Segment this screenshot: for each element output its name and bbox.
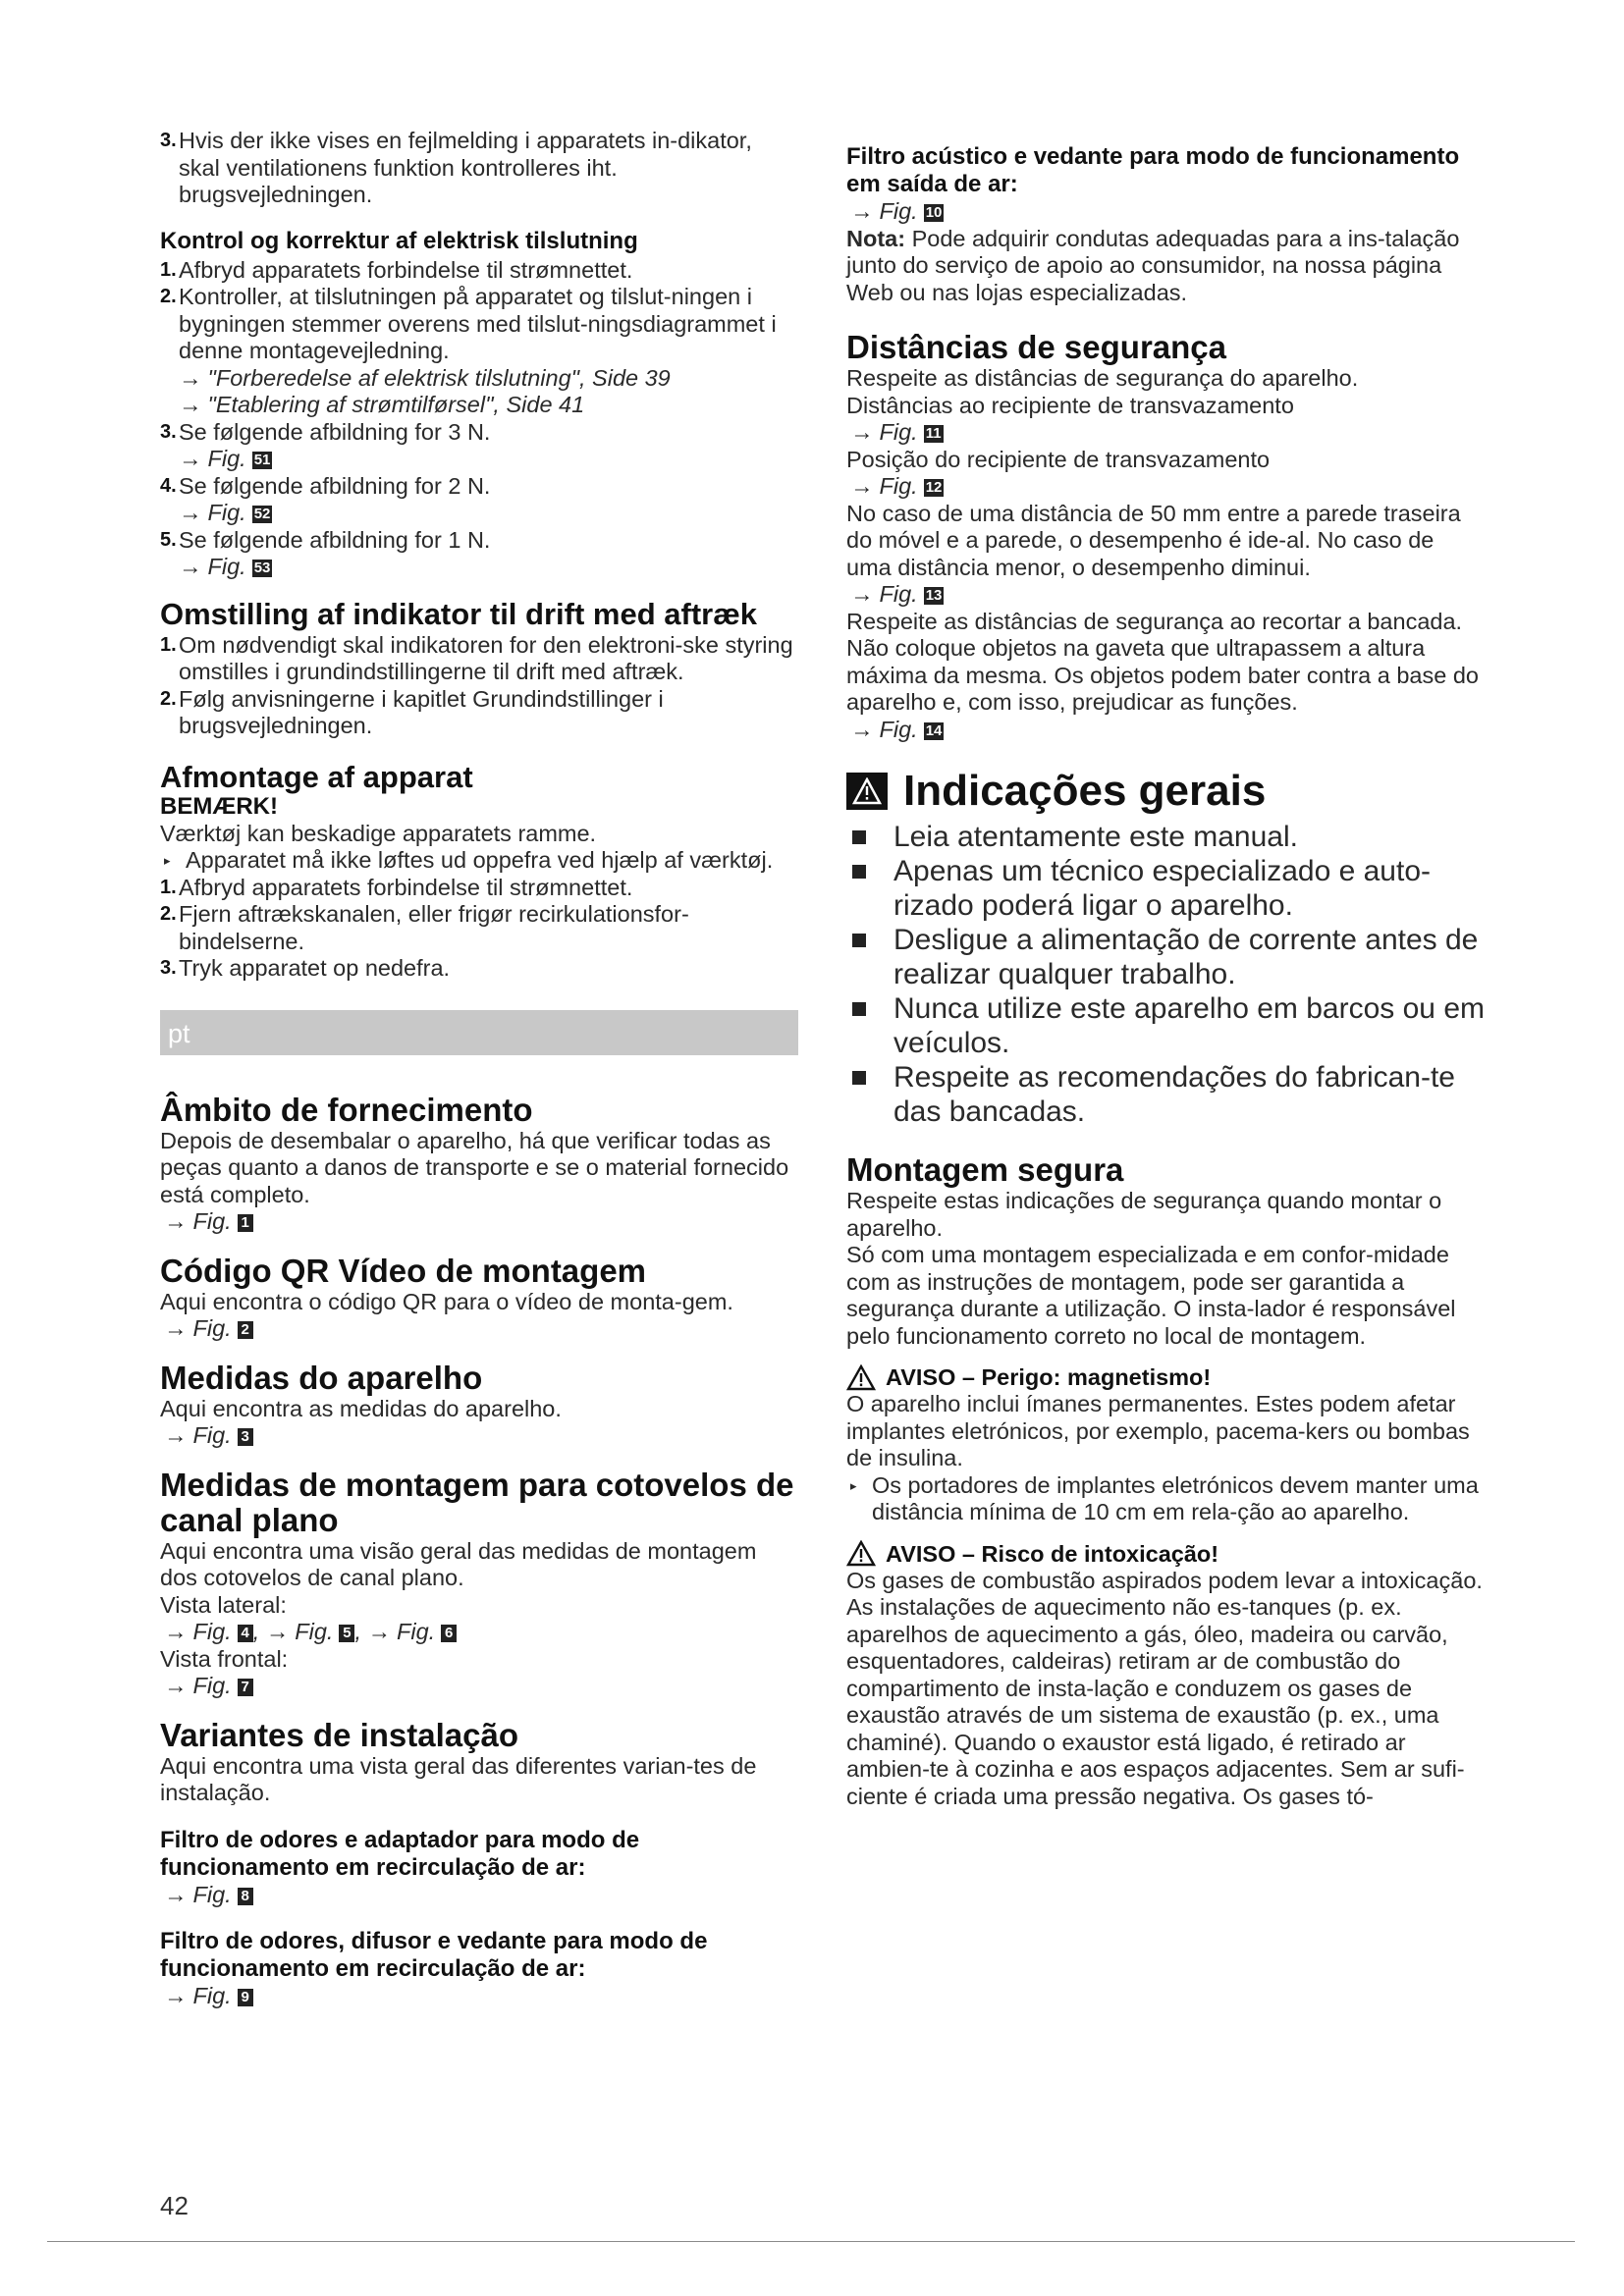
figure-badge: 8	[238, 1888, 253, 1905]
figure-badge: 13	[925, 587, 943, 604]
warning-triangle-icon	[846, 1364, 876, 1391]
paragraph: Depois de desembalar o aparelho, há que verificar todas as peças quanto a danos de transporte e se o material fornecido está completo.	[160, 1127, 789, 1207]
list-item: Desligue a alimentação de corrente antes de realizar qualquer trabalho.	[846, 923, 1485, 991]
paragraph: Os gases de combustão aspirados podem levar a intoxicação. As instalações de aquecimento não es-tanques (p. ex. aparelhos de aquecimento a gás, óleo, madeira ou carvão, esquentadores, caldeiras) retiram ar de combustão do compartimento de insta-lação e conduzem os gases de exaustão através de um sistema de exaustão (p. ex., uma chaminé). Quando o exaustor está ligado, é retirado ar ambien-te à cozinha e aos espaços adjacentes. Sem ar sufi-ciente é criada uma pressão negativa. Os gases tó-	[846, 1567, 1483, 1809]
bullet-item: ▸ Apparatet må ikke løftes ud oppefra ved hjælp af værktøj.	[160, 847, 798, 875]
paragraph: Aqui encontra uma vista geral das diferentes varian-tes de instalação.	[160, 1752, 757, 1805]
figure-badge: 14	[925, 721, 943, 739]
view-label: Vista frontal:	[160, 1645, 289, 1672]
footer-divider	[47, 2241, 1575, 2242]
section-heading: Afmontage af apparat	[160, 759, 473, 794]
figure-reference: → Fig. 10	[850, 198, 943, 224]
figure-reference: → Fig. 11	[850, 419, 942, 445]
square-bullet-icon	[852, 1071, 866, 1085]
square-bullet-icon	[852, 934, 866, 947]
figure-reference: → Fig. 52	[179, 500, 271, 525]
page-title: Indicações gerais	[903, 767, 1267, 815]
section-heading: Medidas do aparelho	[160, 1359, 483, 1396]
list-item: 1. Afbryd apparatets forbindelse til strømnettet.	[160, 874, 633, 900]
sub-heading: Filtro acústico e vedante para modo de funcionamento em saída de ar:	[846, 143, 1460, 197]
section-heading: Âmbito de fornecimento	[160, 1091, 533, 1128]
paragraph: No caso de uma distância de 50 mm entre a parede traseira do móvel e a parede, o desempenho é ide-al. No caso de uma distância menor, o desempenho diminui.	[846, 500, 1461, 580]
figure-reference: → Fig. 53	[179, 554, 271, 579]
triangle-bullet-icon: ▸	[164, 853, 171, 868]
figure-badge: 4	[238, 1625, 253, 1642]
figure-badge: 10	[925, 204, 943, 221]
list-item: 3. Se følgende afbildning for 3 N.	[160, 418, 491, 445]
paragraph: Respeite as distâncias de segurança ao recortar a bancada.	[846, 608, 1463, 634]
sub-heading: Filtro de odores, difusor e vedante para modo de funcionamento em recirculação de ar:	[160, 1928, 708, 1982]
paragraph: O aparelho inclui ímanes permanentes. Estes podem afetar implantes eletrónicos, por exemplo, pacema-kers ou bombas de insulina.	[846, 1391, 1470, 1470]
paragraph: Aqui encontra uma visão geral das medidas de montagem dos cotovelos de canal plano.	[160, 1537, 757, 1590]
figure-badge: 12	[925, 479, 943, 496]
notice-label: BEMÆRK!	[160, 792, 278, 820]
list-item: Apenas um técnico especializado e auto-rizado poderá ligar o aparelho.	[846, 854, 1485, 923]
language-code: pt	[168, 1018, 190, 1048]
list-item: 5. Se følgende afbildning for 1 N.	[160, 526, 491, 553]
note-paragraph: Nota: Pode adquirir condutas adequadas para a ins-talação junto do serviço de apoio ao consumidor, na nossa página Web ou nas lojas especializadas.	[846, 225, 1460, 305]
square-bullet-icon	[852, 865, 866, 879]
paragraph: Não coloque objetos na gaveta que ultrapassem a altura máxima da mesma. Os objetos podem bater contra a base do aparelho e, com isso, prejudicar as funções.	[846, 635, 1479, 715]
paragraph: Aqui encontra as medidas do aparelho.	[160, 1395, 562, 1421]
figure-reference: → Fig. 9	[160, 1983, 798, 2010]
figure-badge: 5	[339, 1625, 354, 1642]
cross-reference: → "Etablering af strømtilførsel", Side 41	[179, 392, 585, 417]
left-column	[160, 128, 798, 2010]
figure-badge: 51	[253, 452, 271, 468]
right-column	[846, 128, 1485, 1810]
square-bullet-icon	[852, 1002, 866, 1016]
section-heading: Medidas de montagem para cotovelos de canal plano	[160, 1466, 794, 1538]
warning-heading: AVISO – Risco de intoxicação!	[846, 1540, 1485, 1568]
paragraph: Posição do recipiente de transvazamento	[846, 446, 1271, 472]
figure-badge: 11	[925, 425, 942, 442]
list-item: 3. Hvis der ikke vises en fejlmelding i apparatets in-dikator, skal ventilationens funktion kontrolleres iht. brugsvejledningen.	[160, 128, 752, 207]
list-item: 2. Følg anvisningerne i kapitlet Grundindstillinger i brugsvejledningen.	[160, 685, 664, 738]
figure-badge: 6	[441, 1625, 457, 1642]
figure-reference: → Fig. 2	[160, 1315, 798, 1343]
list-item: Leia atentamente este manual.	[846, 820, 1485, 854]
figure-badge: 2	[238, 1321, 253, 1339]
figure-reference: → Fig. 14	[850, 716, 943, 742]
list-item: 4. Se følgende afbildning for 2 N.	[160, 472, 491, 499]
figure-badge: 53	[253, 560, 271, 576]
figure-reference: → Fig. 1	[160, 1208, 798, 1236]
sub-heading: Filtro de odores e adaptador para modo de funcionamento em recirculação de ar:	[160, 1826, 640, 1881]
bullet-item: ▸ Os portadores de implantes eletrónicos devem manter uma distância mínima de 10 cm em rela-ção ao aparelho.	[846, 1472, 1485, 1526]
figure-badge: 52	[253, 506, 271, 522]
warning-triangle-icon	[846, 1540, 876, 1567]
figure-badge: 1	[238, 1214, 253, 1232]
list-item: 2. Fjern aftrækskanalen, eller frigør recirkulationsfor-bindelserne.	[160, 901, 689, 954]
section-heading: Código QR Vídeo de montagem	[160, 1252, 647, 1289]
list-item: 1. Om nødvendigt skal indikatoren for den elektroni-ske styring omstilles i grundindstillingerne til drift med aftræk.	[160, 631, 793, 684]
general-notes-heading	[846, 767, 1485, 816]
section-heading: Kontrol og korrektur af elektrisk tilslutning	[160, 227, 638, 254]
language-bar	[160, 1010, 798, 1055]
square-bullet-icon	[852, 830, 866, 844]
figure-reference: → Fig. 4 , → Fig. 5 , → Fig. 6	[160, 1619, 798, 1646]
paragraph: Respeite as distâncias de segurança do aparelho.	[846, 365, 1359, 391]
list-item: 1. Afbryd apparatets forbindelse til strømnettet.	[160, 256, 633, 283]
view-label: Vista lateral:	[160, 1591, 287, 1618]
figure-badge: 9	[238, 1989, 253, 2006]
warning-heading: AVISO – Perigo: magnetismo!	[846, 1363, 1485, 1391]
figure-badge: 7	[238, 1679, 253, 1696]
figure-reference: → Fig. 13	[850, 581, 943, 607]
page-number: 42	[160, 2191, 189, 2220]
section-heading: Variantes de instalação	[160, 1716, 519, 1753]
paragraph: Só com uma montagem especializada e em confor-midade com as instruções de montagem, pode ser garantida a segurança durante a utilização. O insta-lador é responsável pelo funcionamento correto no local de montagem.	[846, 1242, 1456, 1349]
paragraph: Respeite estas indicações de segurança quando montar o aparelho.	[846, 1188, 1442, 1241]
triangle-bullet-icon: ▸	[850, 1477, 857, 1493]
figure-reference: → Fig. 3	[160, 1422, 798, 1450]
list-item: Nunca utilize este aparelho em barcos ou em veículos.	[846, 991, 1485, 1060]
notice-text: Værktøj kan beskadige apparatets ramme.	[160, 820, 597, 846]
cross-reference: → "Forberedelse af elektrisk tilslutning", Side 39	[179, 364, 671, 391]
warning-icon	[846, 773, 888, 810]
figure-reference: → Fig. 7	[160, 1673, 798, 1700]
section-heading: Distâncias de segurança	[846, 329, 1227, 365]
section-heading: Montagem segura	[846, 1151, 1124, 1188]
list-item: 2. Kontroller, at tilslutningen på apparatet og tilslut-ningen i bygningen stemmer overens med tilslut-ningsdiagrammet i denne montagevejledning.	[160, 284, 777, 363]
figure-badge: 3	[238, 1428, 253, 1446]
figure-reference: → Fig. 12	[850, 473, 943, 499]
list-item: 3. Tryk apparatet op nedefra.	[160, 955, 451, 981]
list-item: Respeite as recomendações do fabrican-te das bancadas.	[846, 1060, 1485, 1129]
figure-reference: → Fig. 8	[160, 1882, 798, 1909]
section-heading: Omstilling af indikator til drift med aftræk	[160, 596, 758, 631]
paragraph: Distâncias ao recipiente de transvazamento	[846, 392, 1294, 418]
figure-reference: → Fig. 51	[179, 446, 271, 471]
paragraph: Aqui encontra o código QR para o vídeo de monta-gem.	[160, 1288, 733, 1314]
